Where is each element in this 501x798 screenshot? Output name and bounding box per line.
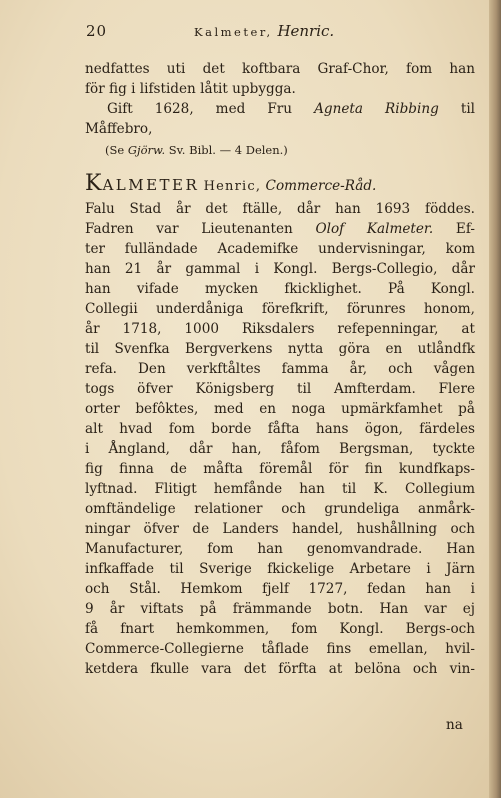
catchword: na: [446, 717, 463, 733]
text-line: togs öfver Königsberg til Amfterdam. Flere: [85, 381, 475, 397]
text-segment: Sv. Bibl. — 4 Delen.): [168, 143, 288, 157]
text-line: 9 år viftats på främmande botn. Han var ej: [85, 601, 475, 617]
text-line: til Svenfka Bergverkens nytta göra en utlåndfk: [85, 341, 475, 357]
text-line: Collegii underdåniga förefkrift, förunres honom,: [85, 301, 475, 317]
text-line: han vifade mycken fkicklighet. På Kongl.: [85, 281, 475, 297]
text-line: Manufacturer, fom han genomvandrade. Han: [85, 541, 475, 557]
text-line: lyftnad. Flitigt hemfånde han til K. Collegium: [85, 481, 475, 497]
text-line: och Stål. Hemkom fjelf 1727, fedan han i: [85, 581, 475, 597]
page-edge: [489, 0, 501, 798]
father-name: Olof Kalmeter.: [315, 221, 434, 237]
bibliographic-reference: [85, 139, 475, 161]
text-line: Falu Stad år det ftälle, dår han 1693 föddes.: [85, 201, 475, 217]
text-line: infkaffade til Sverige fkickelige Arbetare i Järn: [85, 561, 475, 577]
text-line: fig finna de måfta föremål för fin kundfkaps-: [85, 461, 475, 477]
text-segment: Fadren var Lieutenanten: [85, 221, 293, 237]
text-segment: til: [460, 101, 476, 117]
text-line: Commerce-Collegierne tåflade fins emellan, hvil-: [85, 641, 475, 657]
entry-heading: [85, 169, 475, 199]
text-line: omftändelige relationer och grundeliga anmårk-: [85, 501, 475, 517]
text-line: få fnart hemkommen, fom Kongl. Bergs-och: [85, 621, 475, 637]
text-line: [85, 219, 475, 239]
text-line: ter fulländade Academifke undervisningar, kom: [85, 241, 475, 257]
text-segment: (Se: [105, 143, 125, 157]
text-line: nedfattes uti det koftbara Graf-Chor, fom han: [85, 61, 475, 77]
running-title: [194, 22, 334, 40]
text-segment: Gift 1628, med Fru: [107, 101, 293, 117]
text-segment: Ef-: [455, 221, 475, 237]
entry-surname-rest: ALMETER: [102, 176, 200, 194]
text-line: ningar öfver de Landers handel, hushållning och: [85, 521, 475, 537]
running-title-given-name: Henric.: [277, 22, 335, 40]
text-line: [85, 99, 475, 119]
text-line: alt hvad fom borde fåfta hans ögon, färdeles: [85, 421, 475, 437]
entry-initial: K: [85, 171, 103, 196]
text-line: ketdera fkulle vara det förfta at belöna och vin-: [85, 661, 475, 677]
text-line: han 21 år gammal i Kongl. Bergs-Collegio, dår: [85, 261, 475, 277]
entry-given-name: Henric,: [203, 179, 262, 194]
entry-title: Commerce-Råd.: [265, 178, 377, 194]
text-line: år 1718, 1000 Riksdalers refepenningar, at: [85, 321, 475, 337]
page-header: [86, 20, 476, 46]
reference-author: Gjörw.: [127, 143, 166, 157]
text-line: refa. Den verkftåltes famma år, och vågen: [85, 361, 475, 377]
text-line: för fig i lifstiden låtit upbygga.: [85, 81, 296, 97]
page-number: 20: [86, 22, 108, 40]
spouse-name: Agneta Ribbing: [314, 101, 439, 117]
running-title-surname: Kalmeter,: [194, 25, 273, 39]
body-text: [85, 59, 475, 679]
text-line: orter befôktes, med en noga upmärkfamhet på: [85, 401, 475, 417]
text-line: i Ångland, dår han, fåfom Bergsman, tyckte: [85, 441, 475, 457]
text-line: Måffebro,: [85, 121, 153, 137]
